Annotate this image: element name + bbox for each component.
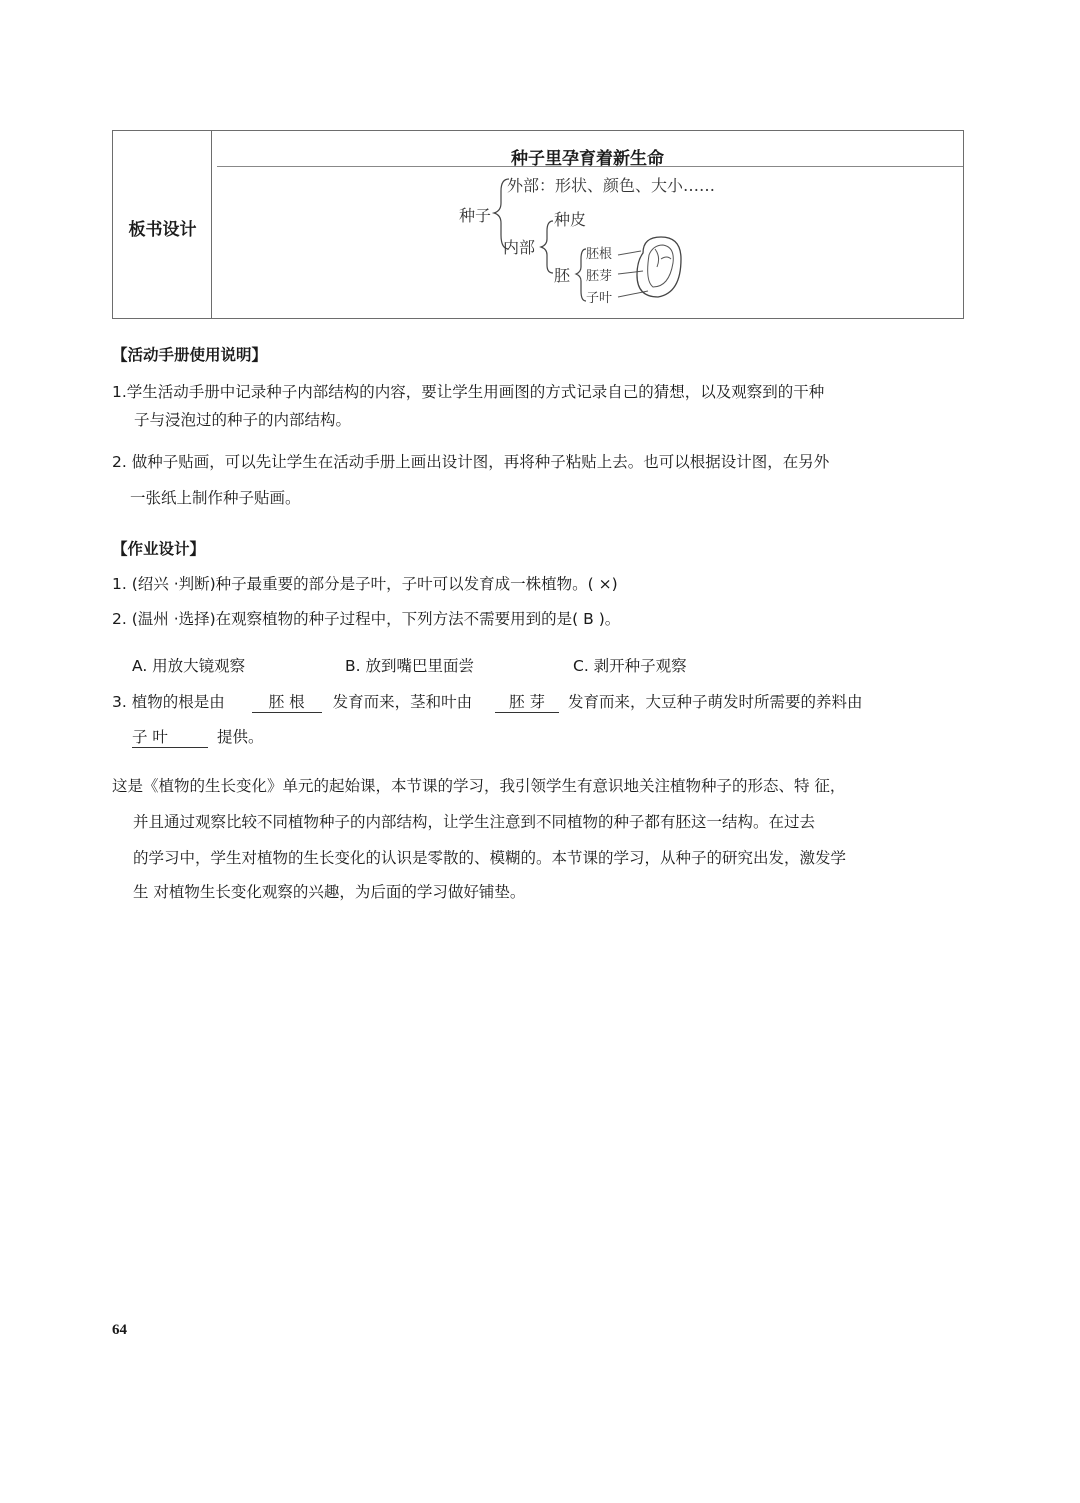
- homework-q3-answer-3: 子 叶: [132, 727, 208, 748]
- page-number: 64: [112, 1322, 127, 1338]
- homework-q2-option-a: A. 用放大镜观察: [132, 657, 246, 675]
- manual-item-2-line-2: 一张纸上制作种子贴画。: [130, 489, 301, 507]
- board-diagram: [113, 131, 963, 318]
- reflection-line-4: 生 对植物生长变化观察的兴趣，为后面的学习做好铺垫。: [133, 883, 526, 901]
- manual-item-1-line-2: 子与浸泡过的种子的内部结构。: [134, 411, 352, 429]
- manual-item-2-line-1: 2. 做种子贴画，可以先让学生在活动手册上画出设计图，再将种子粘贴上去。也可以根据设计图，在另外: [112, 453, 830, 471]
- homework-q3-answer-2: 胚 芽: [495, 692, 559, 713]
- homework-q3-line-2: [132, 722, 263, 752]
- seed-sketch: [637, 237, 681, 297]
- diagram-outer: 外部：形状、颜色、大小……: [507, 176, 716, 195]
- homework-q1: 1. (绍兴 ·判断)种子最重要的部分是子叶，子叶可以发育成一株植物。( ×): [112, 575, 618, 593]
- diagram-radicle: 胚根: [586, 247, 613, 262]
- reflection-line-3: 的学习中，学生对植物的生长变化的认识是零散的、模糊的。本节课的学习，从种子的研究出发，激发学: [133, 849, 847, 867]
- homework-section-title: 【作业设计】: [112, 540, 206, 558]
- board-design-table: [112, 130, 964, 319]
- manual-item-1-line-1: 1.学生活动手册中记录种子内部结构的内容，要让学生用画图的方式记录自己的猜想，以及观察到的干种: [112, 383, 825, 401]
- homework-q2-option-b: B. 放到嘴巴里面尝: [345, 657, 474, 675]
- homework-q3-part-3: 发育而来，大豆种子萌发时所需要的养料由: [567, 693, 863, 711]
- manual-section-title: 【活动手册使用说明】: [112, 346, 268, 364]
- diagram-plumule: 胚芽: [586, 269, 613, 284]
- homework-q2: 2. (温州 ·选择)在观察植物的种子过程中，下列方法不需要用到的是( B )。: [112, 610, 621, 628]
- board-label: 板书设计: [128, 220, 197, 240]
- homework-q3-answer-1: 胚 根: [252, 692, 322, 713]
- diagram-root: 种子: [459, 206, 492, 225]
- homework-q3-part-1: 3. 植物的根是由: [112, 693, 225, 711]
- homework-q3-part-4: 提供。: [216, 728, 264, 746]
- reflection-line-1: 这是《植物的生长变化》单元的起始课，本节课的学习，我引领学生有意识地关注植物种子的形态、特 征，: [112, 777, 846, 795]
- homework-q3-line-1: [112, 687, 863, 717]
- diagram-seed-coat: 种皮: [554, 210, 587, 229]
- diagram-embryo: 胚: [554, 266, 571, 285]
- homework-q2-option-c: C. 剥开种子观察: [573, 657, 687, 675]
- homework-q3-part-2: 发育而来，茎和叶由: [332, 693, 473, 711]
- reflection-line-2: 并且通过观察比较不同植物种子的内部结构，让学生注意到不同植物的种子都有胚这一结构。在过去: [133, 813, 816, 831]
- diagram-inner: 内部: [503, 238, 536, 257]
- board-title: 种子里孕育着新生命: [511, 149, 664, 169]
- diagram-cotyledon: 子叶: [586, 291, 613, 306]
